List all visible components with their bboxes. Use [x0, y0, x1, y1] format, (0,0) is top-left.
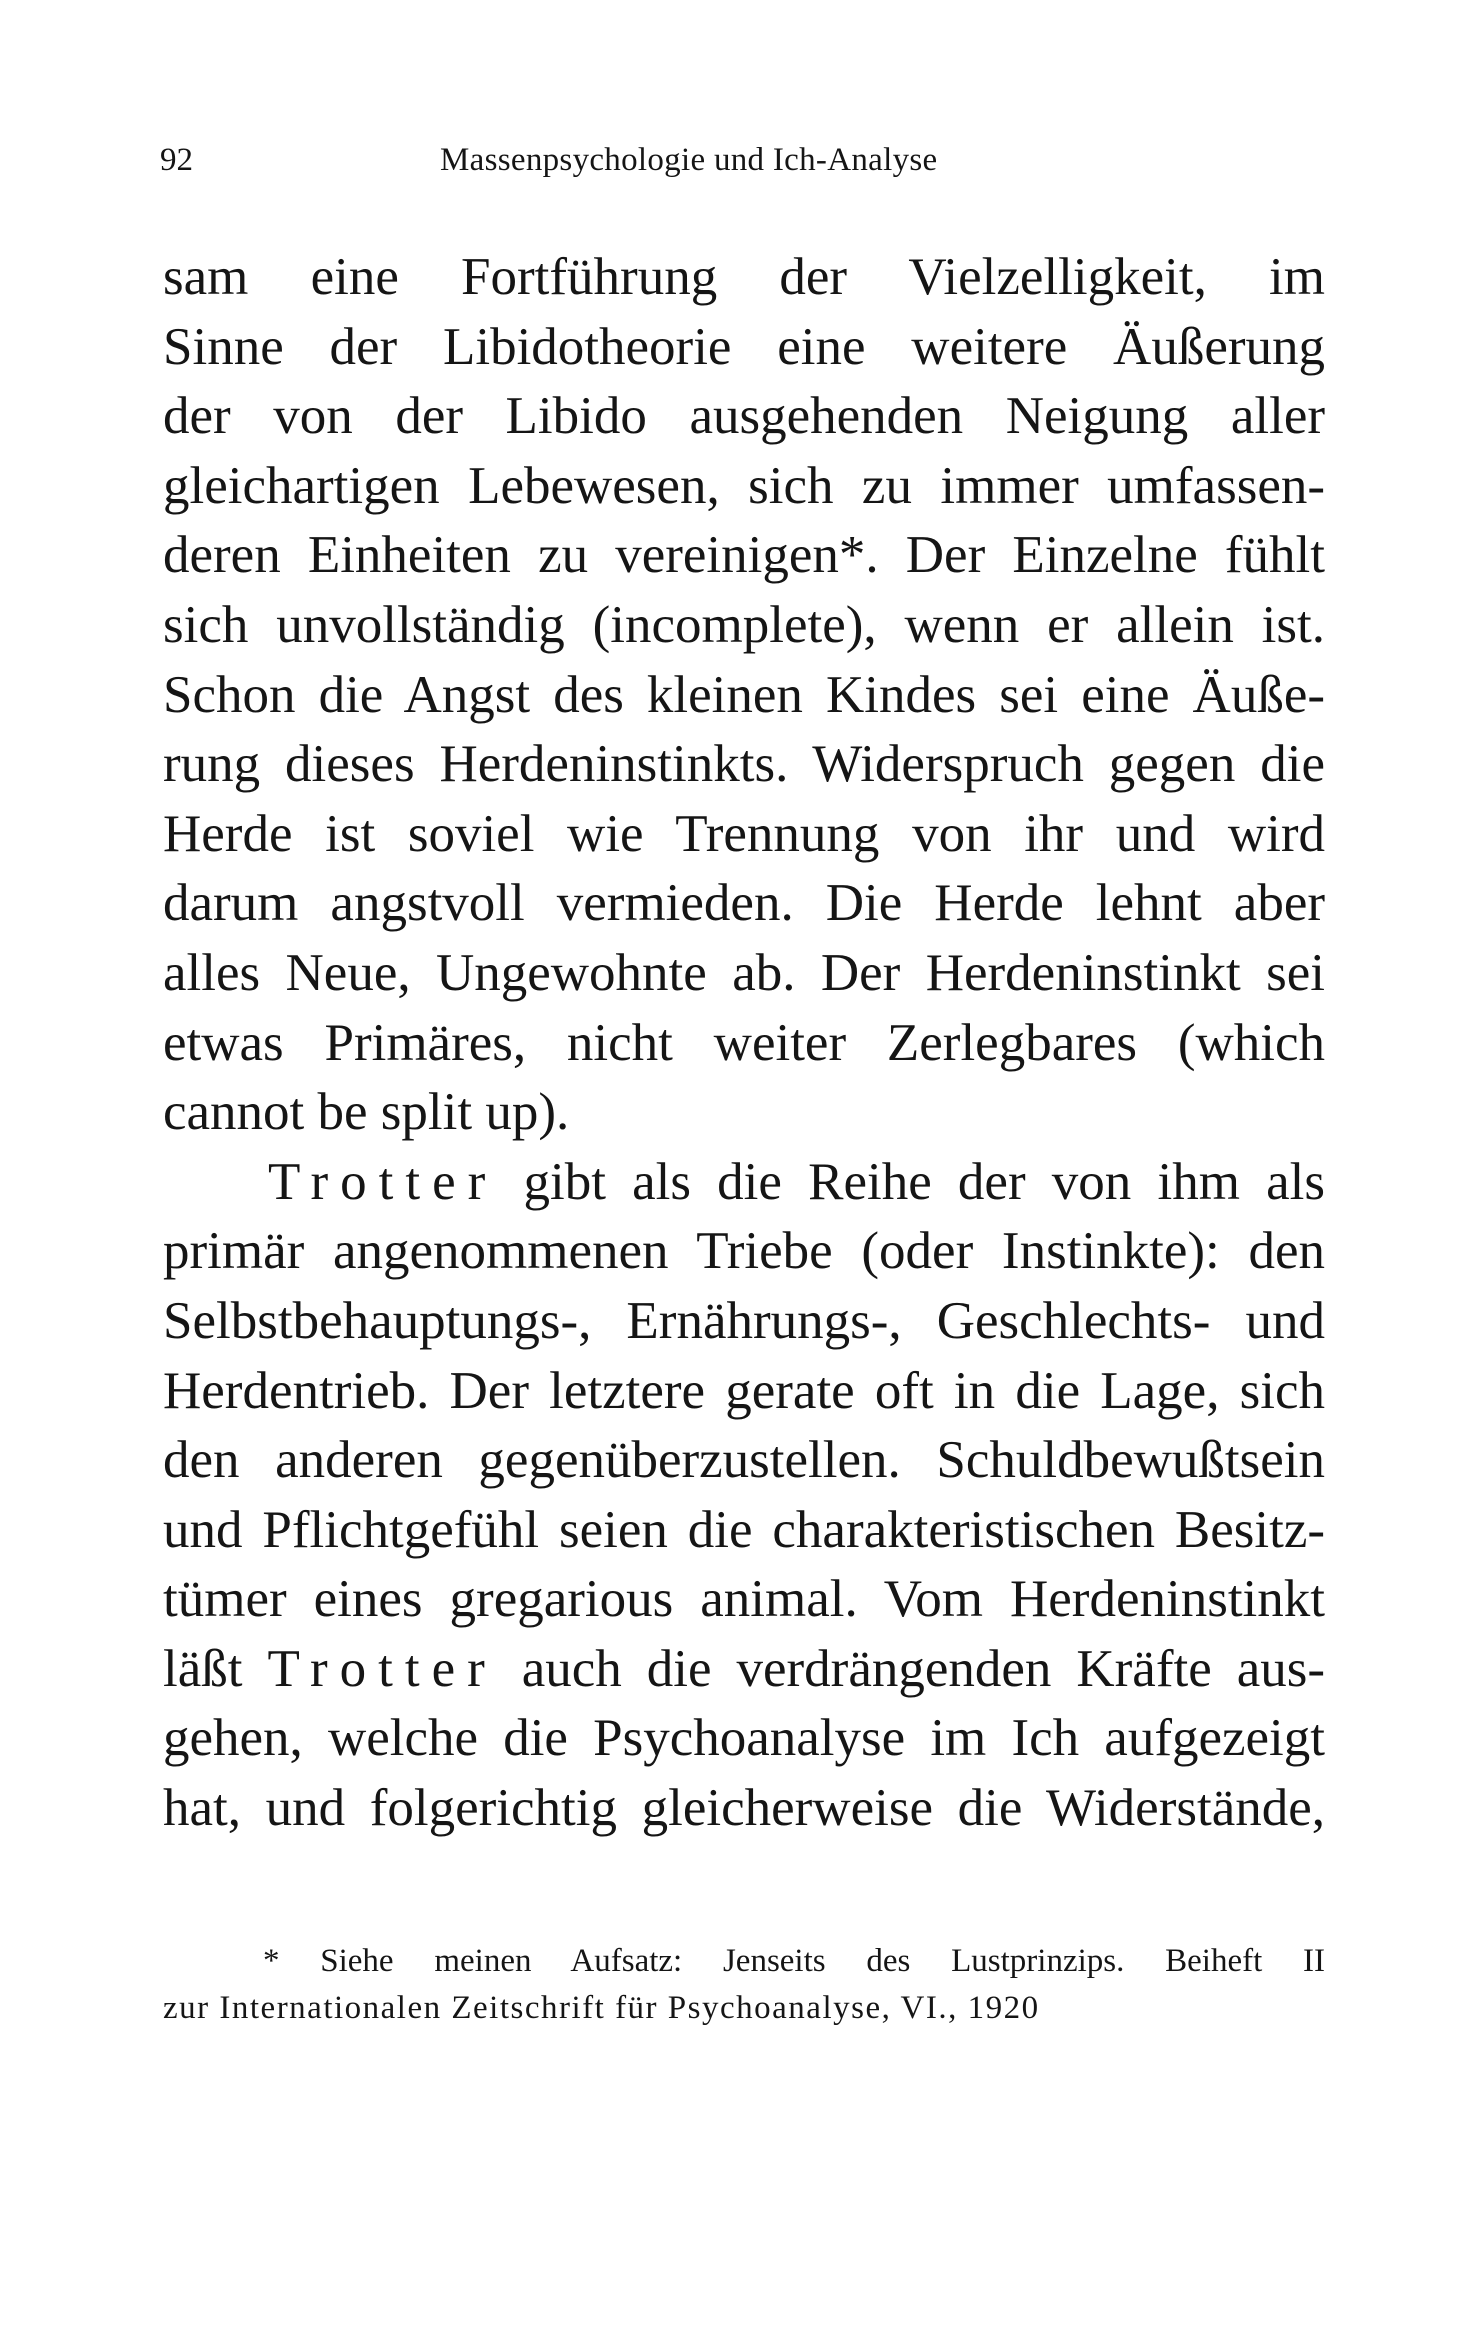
body-text	[163, 243, 1325, 1844]
text-fragment: gibt als die Reihe der von ihm als	[497, 1152, 1325, 1211]
text-line: rung dieses Herdeninstinkts. Widerspruch gegen die	[163, 735, 1325, 794]
text-fragment: läßt	[163, 1639, 268, 1698]
text-line: darum angstvoll vermieden. Die Herde lehnt aber	[163, 874, 1325, 933]
text-line	[163, 1635, 1325, 1705]
footnote-line: zur Internationalen Zeitschrift für Psychoanalyse, VI., 1920	[163, 1990, 1040, 2026]
paragraph-1	[163, 243, 1325, 1148]
footnote-line: * Siehe meinen Aufsatz: Jenseits des Lustprinzips. Beiheft II	[263, 1943, 1325, 1979]
text-line: primär angenommenen Triebe (oder Instinkte): den	[163, 1222, 1325, 1281]
text-line: sam eine Fortführung der Vielzelligkeit, im	[163, 248, 1325, 306]
text-line: Sinne der Libidotheorie eine weitere Äußerung	[163, 317, 1325, 376]
text-line: gleichartigen Lebewesen, sich zu immer umfassen-	[163, 456, 1325, 515]
page-number: 92	[160, 142, 193, 178]
paragraph-2	[163, 1148, 1325, 1844]
text-line: den anderen gegenüberzustellen. Schuldbewußtsein	[163, 1431, 1325, 1490]
text-line: Herdentrieb. Der letztere gerate oft in die Lage, sich	[163, 1361, 1325, 1420]
text-line: sich unvollständig (incomplete), wenn er allein ist.	[163, 595, 1325, 654]
text-line: hat, und folgerichtig gleicherweise die Widerstände,	[163, 1779, 1325, 1838]
running-title: Massenpsychologie und Ich-Analyse	[440, 142, 938, 178]
text-line: der von der Libido ausgehenden Neigung aller	[163, 387, 1325, 446]
author-name-spaced: Trotter	[268, 1152, 498, 1211]
text-fragment: auch die verdrängenden Kräfte aus-	[496, 1639, 1325, 1698]
page-header	[160, 140, 1325, 180]
text-line: Herde ist soviel wie Trennung von ihr und wird	[163, 804, 1325, 863]
text-line: alles Neue, Ungewohnte ab. Der Herdeninstinkt sei	[163, 943, 1325, 1002]
text-line: cannot be split up).	[163, 1083, 570, 1142]
text-line: deren Einheiten zu vereinigen*. Der Einzelne fühlt	[163, 526, 1325, 585]
text-line: etwas Primäres, nicht weiter Zerlegbares (which	[163, 1013, 1325, 1072]
text-line: Schon die Angst des kleinen Kindes sei eine Äuße-	[163, 665, 1325, 724]
text-line	[163, 1148, 1325, 1218]
text-line: und Pflichtgefühl seien die charakteristischen Besitz-	[163, 1500, 1325, 1559]
text-line: Selbstbehauptungs-, Ernährungs-, Geschlechts- und	[163, 1291, 1325, 1350]
text-line: gehen, welche die Psychoanalyse im Ich aufgezeigt	[163, 1709, 1325, 1768]
author-name-spaced: Trotter	[267, 1639, 497, 1698]
footnote	[163, 1938, 1325, 2032]
text-line: tümer eines gregarious animal. Vom Herdeninstinkt	[163, 1570, 1325, 1629]
